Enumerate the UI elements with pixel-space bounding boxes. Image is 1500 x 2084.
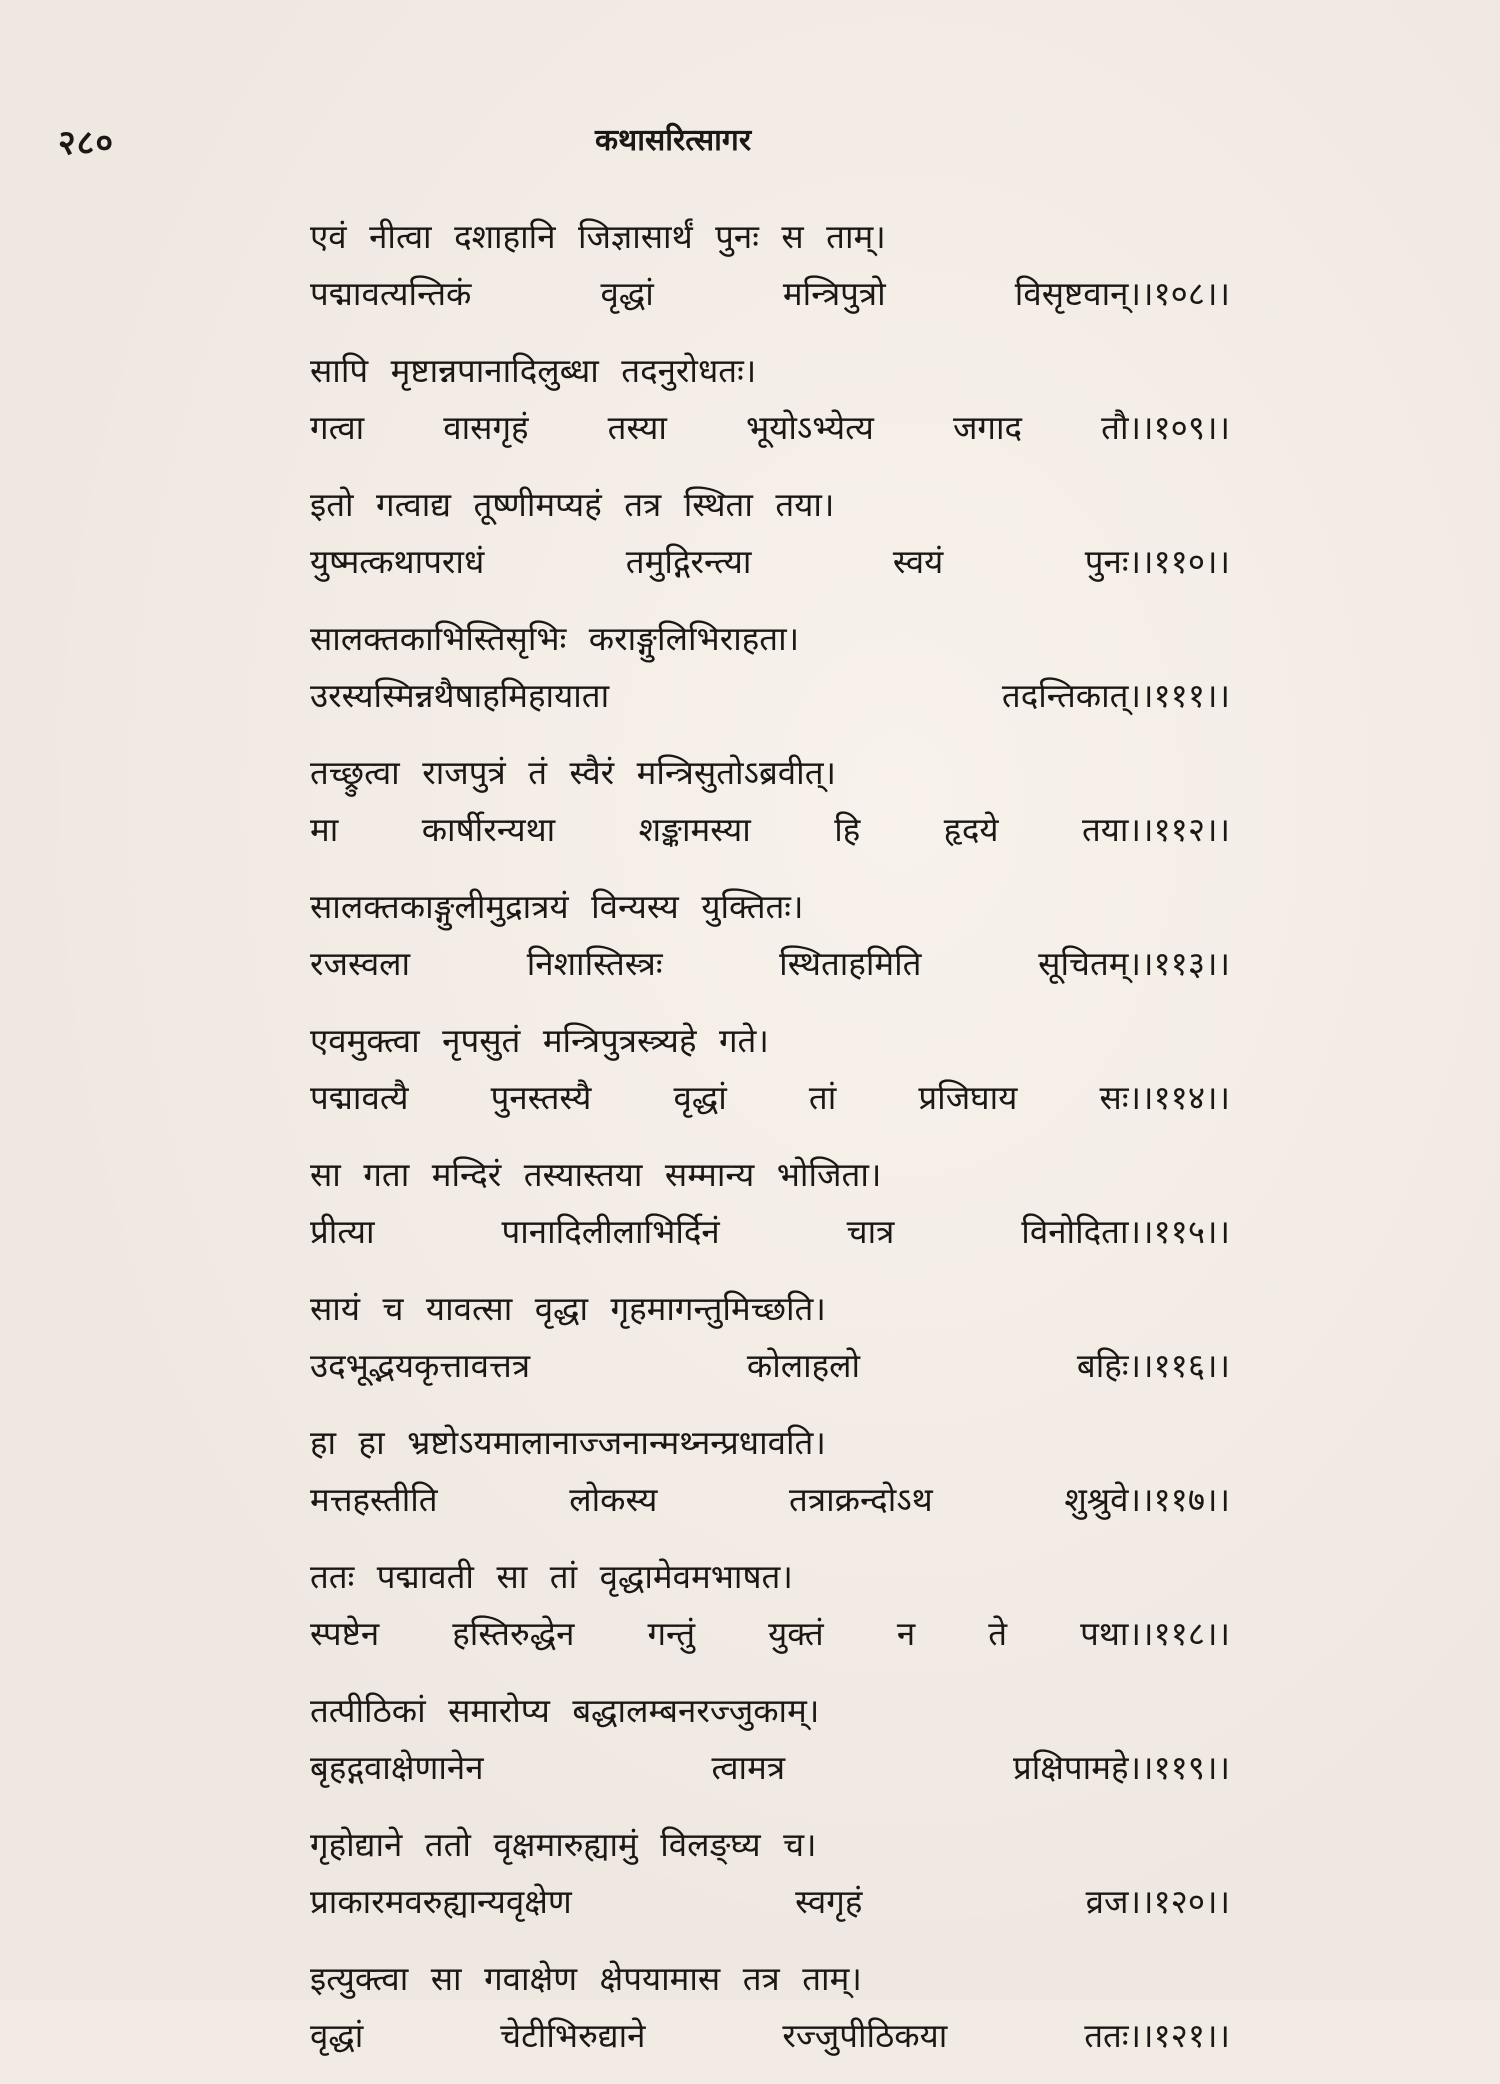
verse-line-2: मत्तहस्तीति लोकस्य तत्राक्रन्दोऽथ शुश्रुवे।।११७।। bbox=[310, 1480, 1230, 1519]
verse-116 bbox=[310, 1280, 1230, 1394]
verse-line-1: इतो गत्वाद्य तूष्णीमप्यहं तत्र स्थिता तया। bbox=[310, 485, 835, 524]
verse-line-2: वृद्धां चेटीभिरुद्याने रज्जुपीठिकया ततः।।१२१।। bbox=[310, 2016, 1230, 2055]
verse-line-1: गृहोद्याने ततो वृक्षमारुह्यामुं विलङ्घ्य च। bbox=[310, 1825, 817, 1864]
verse-line-2: स्पष्टेन हस्तिरुद्धेन गन्तुं युक्तं न ते पथा।।११८।। bbox=[310, 1614, 1230, 1653]
verse-121 bbox=[310, 1950, 1230, 2064]
verse-line-1: तत्पीठिकां समारोप्य बद्धालम्बनरज्जुकाम्। bbox=[310, 1691, 820, 1730]
verse-line-2: पद्मावत्यन्तिकं वृद्धां मन्त्रिपुत्रो विसृष्टवान्।।१०८।। bbox=[310, 274, 1230, 313]
verse-line-2: उदभूद्भयकृत्तावत्तत्र कोलाहलो बहिः।।११६।। bbox=[310, 1346, 1230, 1385]
verse-108 bbox=[310, 208, 1230, 322]
verse-line-1: सालक्तकाङ्गुलीमुद्रात्रयं विन्यस्य युक्तितः। bbox=[310, 887, 804, 926]
verse-line-2: प्रीत्या पानादिलीलाभिर्दिनं चात्र विनोदिता।।११५।। bbox=[310, 1212, 1230, 1251]
verse-line-1: सायं च यावत्सा वृद्धा गृहमागन्तुमिच्छति। bbox=[310, 1289, 826, 1328]
running-title: कथासरित्सागर bbox=[595, 123, 752, 158]
verse-line-2: रजस्वला निशास्तिस्त्रः स्थिताहमिति सूचितम्।।११३।। bbox=[310, 944, 1230, 983]
verse-114 bbox=[310, 1012, 1230, 1126]
verse-line-1: हा हा भ्रष्टोऽयमालानाज्जनान्मथ्नन्प्रधावति। bbox=[310, 1423, 826, 1462]
verse-115 bbox=[310, 1146, 1230, 1260]
verse-line-1: एवं नीत्वा दशाहानि जिज्ञासार्थं पुनः स ताम्। bbox=[310, 217, 886, 256]
verse-line-1: सालक्तकाभिस्तिसृभिः कराङ्गुलिभिराहता। bbox=[310, 619, 800, 658]
page-number: २८० bbox=[58, 123, 115, 163]
verse-line-1: एवमुक्त्वा नृपसुतं मन्त्रिपुत्रस्त्र्यहे गते। bbox=[310, 1021, 769, 1060]
verse-line-2: मा कार्षीरन्यथा शङ्कामस्या हि हृदये तया।।११२।। bbox=[310, 810, 1230, 849]
verse-line-1: इत्युक्त्वा सा गवाक्षेण क्षेपयामास तत्र ताम्। bbox=[310, 1959, 862, 1998]
verse-line-1: तच्छ्रुत्वा राजपुत्रं तं स्वैरं मन्त्रिसुतोऽब्रवीत्। bbox=[310, 753, 837, 792]
page-header bbox=[50, 118, 1350, 168]
verse-line-1: ततः पद्मावती सा तां वृद्धामेवमभाषत। bbox=[310, 1557, 793, 1596]
verse-113 bbox=[310, 878, 1230, 992]
verse-119 bbox=[310, 1682, 1230, 1796]
verse-block bbox=[310, 208, 1230, 2084]
verse-line-2: पद्मावत्यै पुनस्तस्यै वृद्धां तां प्रजिघाय सः।।११४।। bbox=[310, 1078, 1230, 1117]
verse-line-2: प्राकारमवरुह्यान्यवृक्षेण स्वगृहं व्रज।।१२०।। bbox=[310, 1882, 1230, 1921]
verse-line-2: गत्वा वासगृहं तस्या भूयोऽभ्येत्य जगाद तौ।।१०९।। bbox=[310, 408, 1230, 447]
verse-line-2: युष्मत्कथापराधं तमुद्गिरन्त्या स्वयं पुनः।।११०।। bbox=[310, 542, 1230, 581]
verse-110 bbox=[310, 476, 1230, 590]
verse-line-1: सा गता मन्दिरं तस्यास्तया सम्मान्य भोजिता। bbox=[310, 1155, 882, 1194]
verse-line-2: बृहद्गवाक्षेणानेन त्वामत्र प्रक्षिपामहे।।११९।। bbox=[310, 1748, 1230, 1787]
verse-111 bbox=[310, 610, 1230, 724]
verse-line-2: उरस्यस्मिन्नथैषाहमिहायाता तदन्तिकात्।।१११।। bbox=[310, 676, 1230, 715]
verse-118 bbox=[310, 1548, 1230, 1662]
verse-117 bbox=[310, 1414, 1230, 1528]
verse-112 bbox=[310, 744, 1230, 858]
verse-109 bbox=[310, 342, 1230, 456]
verse-line-1: सापि मृष्टान्नपानादिलुब्धा तदनुरोधतः। bbox=[310, 351, 757, 390]
verse-120 bbox=[310, 1816, 1230, 1930]
